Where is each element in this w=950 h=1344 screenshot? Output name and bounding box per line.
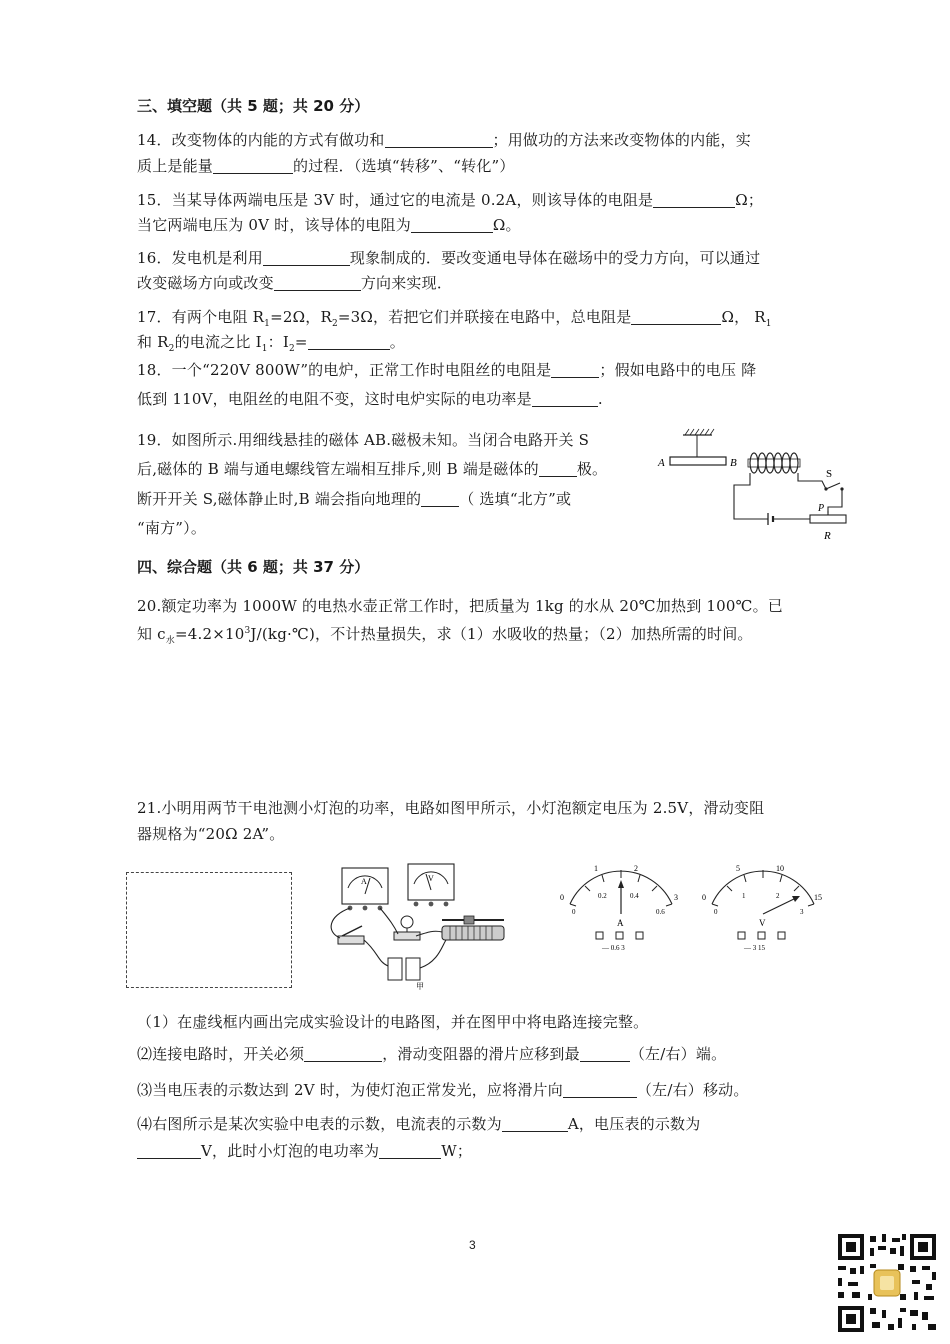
voltmeter-symbol: V [759, 918, 766, 928]
q17-line2 [137, 331, 405, 354]
q19-text: 后,磁体的 B 端与通电螺线管左端相互排斥,则 B 端是磁体的 [137, 460, 539, 478]
q19-blank2[interactable] [421, 491, 459, 507]
q17-blank2[interactable] [308, 334, 390, 350]
q19-line2 [137, 458, 607, 479]
solenoid [750, 453, 798, 473]
q15-text: 当它两端电压为 0V 时，该导体的电阻为 [137, 216, 411, 234]
ammeter-top-tick: 3 [674, 893, 678, 902]
ammeter-device-label: A [361, 877, 367, 886]
q14-blank1[interactable] [385, 132, 493, 148]
q16-text: 现象制成的．要改变通电导体在磁场中的受力方向，可以通过 [349, 249, 761, 267]
q20-line2 [137, 623, 753, 646]
q18-blank1[interactable] [551, 362, 599, 378]
q14-blank2[interactable] [213, 158, 293, 174]
circuit-drawing-area[interactable] [126, 872, 292, 988]
q15-text: Ω。 [492, 216, 521, 234]
ammeter-terminals: — 0.6 3 [602, 944, 625, 952]
q14-line2 [137, 155, 515, 176]
q16-text: 方向来实现． [360, 274, 453, 292]
q16-line1 [137, 247, 760, 268]
q14-text: 质上是能量 [137, 157, 214, 175]
lamp-device [394, 916, 420, 940]
q17-text: 17．有两个电阻 R [137, 308, 265, 326]
q16-text: 16．发电机是利用 [137, 249, 263, 267]
q17-text: 。 [389, 333, 405, 351]
q15-text: 15．当某导体两端电压是 3V 时，通过它的电流是 0.2A，则该导体的电阻是 [137, 191, 654, 209]
q19-line3 [137, 488, 571, 509]
q17-blank1[interactable] [631, 309, 721, 325]
q21-part4 [137, 1113, 700, 1134]
q17-sub: 2 [331, 319, 338, 329]
q15-text: Ω； [735, 191, 764, 209]
q21-blank-power[interactable] [379, 1143, 441, 1159]
q19-text: 断开开关 S,磁体静止时,B 端会指向地理的 [137, 490, 422, 508]
q19-blank1[interactable] [539, 461, 577, 477]
q19-line4: “南方”）。 [137, 519, 207, 537]
qr-code-icon [836, 1232, 938, 1334]
magnet-label-b: B [730, 457, 737, 469]
voltmeter-top-tick: 5 [736, 864, 740, 873]
figure-jia-circuit [318, 862, 518, 990]
q18-blank2[interactable] [532, 391, 598, 407]
q15-line1 [137, 189, 763, 210]
q17-sub: 1 [765, 319, 772, 329]
q21-text: （左/右）移动。 [636, 1081, 749, 1099]
q21-blank-voltage[interactable] [137, 1143, 201, 1159]
q20-sup: 3 [244, 626, 251, 636]
q15-blank1[interactable] [653, 192, 735, 208]
q20-line1: 20.额定功率为 1000W 的电热水壶正常工作时，把质量为 1kg 的水从 20℃加热到 100℃。已 [137, 597, 783, 615]
q14-text: 14．改变物体的内能的方式有做功和 [137, 131, 385, 149]
q21-text: W； [441, 1142, 473, 1160]
q18-line2 [137, 388, 603, 409]
ammeter-top-tick: 0 [560, 893, 564, 902]
q21-text: V，此时小灯泡的电功率为 [201, 1142, 380, 1160]
q16-blank2[interactable] [274, 275, 361, 291]
section-3-title: 三、填空题（共 5 题；共 20 分） [137, 97, 370, 115]
voltmeter-top-tick: 0 [702, 893, 706, 902]
ammeter-bottom-tick: 0 [572, 908, 576, 916]
q17-text: 和 R [137, 333, 169, 351]
q17-text: = [294, 333, 308, 351]
rheostat-label: R [824, 530, 831, 542]
figure-jia-label: 甲 [416, 982, 424, 990]
q18-text: ；假如电路中的电压 降 [599, 361, 757, 379]
q20-text: J/(kg·℃)，不计热量损失，求（1）水吸收的热量；（2）加热所需的时间。 [250, 625, 753, 643]
voltmeter-device [408, 864, 454, 906]
q14-text: 的过程．（选填“转移”、“转化”） [293, 157, 515, 175]
q17-sub: 2 [288, 344, 295, 354]
q21-text: A，电压表的示数为 [567, 1115, 701, 1133]
ammeter-device [342, 868, 388, 910]
q17-text: Ω， R [721, 308, 766, 326]
voltmeter-ticks [712, 870, 814, 906]
q19-circuit-figure [650, 425, 860, 543]
q21-text: ⑶当电压表的示数达到 2V 时，为使灯泡正常发光，应将滑片向 [137, 1081, 563, 1099]
switch-device [338, 926, 364, 944]
q17-sub: 2 [168, 344, 175, 354]
voltmeter-bottom-tick: 2 [776, 892, 780, 900]
rheostat-device [442, 916, 504, 940]
page-number: 3 [469, 1238, 476, 1252]
ammeter-top-tick: 2 [634, 864, 638, 873]
q21-line1: 21.小明用两节干电池测小灯泡的功率，电路如图甲所示，小灯泡额定电压为 2.5V，滑动变阻 [137, 799, 765, 817]
q18-line1 [137, 359, 756, 380]
q21-part2 [137, 1043, 726, 1064]
switch-label: S [826, 468, 833, 480]
q16-text: 改变磁场方向或改变 [137, 274, 274, 292]
battery-device [388, 958, 420, 980]
q17-text: ：I [267, 333, 289, 351]
ammeter-top-tick: 1 [594, 864, 598, 873]
voltmeter-bottom-tick: 1 [742, 892, 746, 900]
q21-blank-switch[interactable] [304, 1046, 382, 1062]
q20-sub: 水 [165, 636, 175, 646]
ammeter-bottom-tick: 0.2 [598, 892, 607, 900]
q16-blank1[interactable] [263, 250, 350, 266]
ammeter-bottom-tick: 0.6 [656, 908, 665, 916]
q21-text: （左/右）端。 [629, 1045, 727, 1063]
q21-blank-direction[interactable] [563, 1082, 637, 1098]
magnet-label-a: A [658, 457, 665, 469]
q21-text: ，滑动变阻器的滑片应移到最 [382, 1045, 580, 1063]
q17-line1 [137, 306, 772, 329]
rheostat [810, 515, 846, 523]
q18-text: 18．一个“220V 800W”的电炉，正常工作时电阻丝的电阻是 [137, 361, 552, 379]
q20-text: 知 c [137, 625, 166, 643]
q15-line2 [137, 214, 521, 235]
voltmeter-bottom-tick: 3 [800, 908, 804, 916]
q17-text: =2Ω，R [270, 308, 332, 326]
q19-text: （ 选填“北方”或 [459, 490, 572, 508]
voltmeter-bottom-tick: 0 [714, 908, 718, 916]
q21-line2: 器规格为“20Ω 2A”。 [137, 825, 285, 843]
q17-text: 的电流之比 I [174, 333, 262, 351]
voltmeter-top-tick: 15 [814, 893, 822, 902]
voltmeter-needle [763, 898, 796, 914]
q21-part1: （1）在虚线框内画出完成实验设计的电路图，并在图甲中将电路连接完整。 [137, 1013, 649, 1031]
voltmeter-device-label: V [428, 874, 434, 883]
q21-blank-current[interactable] [502, 1116, 568, 1132]
voltmeter-top-tick: 10 [776, 864, 784, 873]
voltmeter-dial [698, 862, 828, 962]
q14-line1 [137, 129, 751, 150]
q16-line2 [137, 272, 452, 293]
q15-blank2[interactable] [411, 217, 493, 233]
q21-text: ⑵连接电路时，开关必须 [137, 1045, 305, 1063]
q17-text: =3Ω，若把它们并联接在电路中，总电阻是 [337, 308, 632, 326]
ammeter-dial [556, 862, 686, 962]
voltmeter-terminals: — 3 15 [744, 944, 765, 952]
q18-text: . [597, 390, 603, 408]
ammeter-bottom-tick: 0.4 [630, 892, 639, 900]
q17-sub: 1 [261, 344, 268, 354]
q21-blank-end[interactable] [580, 1046, 630, 1062]
q19-text: 极。 [576, 460, 608, 478]
q18-text: 低到 110V，电阻丝的电阻不变，这时电炉实际的电功率是 [137, 390, 532, 408]
q17-sub: 1 [264, 319, 271, 329]
q14-text: ；用做功的方法来改变物体的内能，实 [492, 131, 751, 149]
q21-part5 [137, 1140, 472, 1161]
q20-text: =4.2×10 [174, 625, 245, 643]
section-4-title: 四、综合题（共 6 题；共 37 分） [137, 558, 370, 576]
ammeter-symbol: A [617, 918, 624, 928]
q19-line1: 19．如图所示.用细线悬挂的磁体 AB.磁极未知。当闭合电路开关 S [137, 431, 590, 449]
q21-text: ⑷右图所示是某次实验中电表的示数，电流表的示数为 [137, 1115, 502, 1133]
slider-label: P [818, 503, 825, 514]
q21-part3 [137, 1079, 749, 1100]
